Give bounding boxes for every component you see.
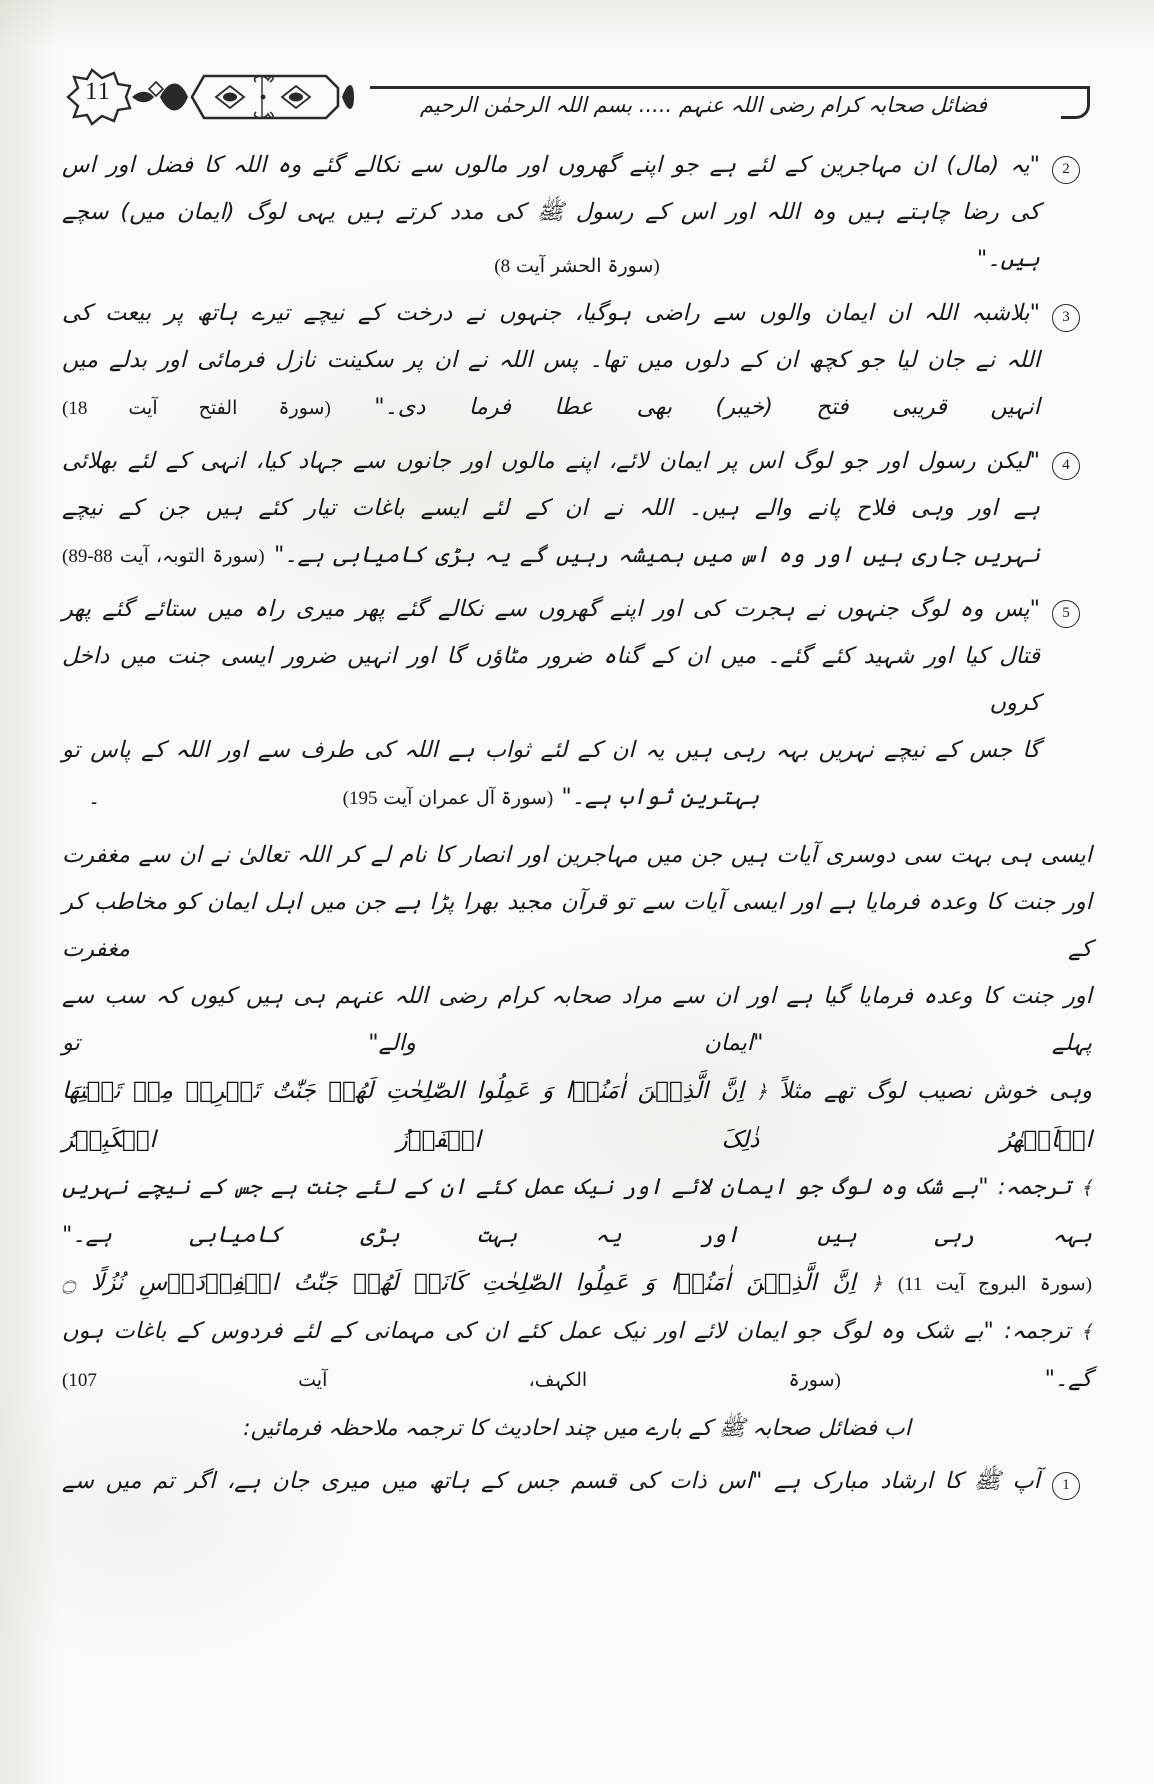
ornament-close-icon: ﴾ [1080, 1177, 1092, 1199]
body-paragraph [62, 832, 1092, 1404]
quran-arabic-text: اِنَّ الَّذِیۡنَ اٰمَنُوۡا وَ عَمِلُوا الصّٰلِحٰتِ کَانَتۡ لَهُمۡ جَنّٰتُ الۡفِرۡدَوۡسِ نُزُلًا ۝ [62, 1270, 856, 1296]
item-citation: (سورۃ التوبہ، آیت 88-89) [62, 546, 265, 567]
paper-edge-shadow-top [0, 0, 1154, 48]
item-last-line [62, 532, 1040, 580]
bullet-dash: ۔ [88, 785, 100, 809]
item-body [62, 438, 1040, 580]
item-line: آپ ﷺ کا ارشاد مبارک ہے "اس ذات کی قسم جس کے ہاتھ میں میری جان ہے، اگر تم میں سے [62, 1468, 1040, 1494]
item-body [62, 586, 1040, 822]
header-rule-tail [1061, 86, 1090, 119]
translation-label: ترجمہ: [1004, 1318, 1071, 1344]
quran-item [62, 290, 1092, 432]
paragraph-line-text: وہی خوش نصیب لوگ تھے مثلاً [779, 1078, 1092, 1104]
paper-edge-shadow-left [0, 0, 60, 1784]
item-line: کی رضا چاہتے ہیں وہ اللہ اور اس کے رسول ﷺ کی مدد کرتے ہیں یہی لوگ (ایمان میں) سچے [62, 199, 1040, 225]
item-last-line [62, 384, 1040, 432]
item-citation: (سورۃ الفتح آیت 18) [62, 398, 331, 419]
quran-citation: (سورۃ الکہف، آیت 107) [62, 1370, 841, 1391]
item-body [62, 290, 1040, 432]
quran-item [62, 438, 1092, 580]
paragraph-line: اور جنت کا وعدہ فرمایا ہے اور ایسی آیات سے تو قرآن مجید بھرا پڑا ہے جن میں اہل ایمان کو مخاطب کر کے مغفرت [62, 889, 1092, 962]
quran-item [62, 586, 1092, 822]
item-number: 3 [1040, 290, 1092, 332]
item-citation: (سورۃ الحشر آیت 8) [494, 256, 660, 277]
item-line-text: انہیں قریبی فتح (خیبر) بھی عطا فرما دی۔" [374, 394, 1040, 420]
item-last-line [62, 774, 1040, 822]
item-line: ہے اور وہی فلاح پانے والے ہیں۔ اللہ نے ان کے لئے ایسے باغات تیار کئے ہیں جن کے نیچے [62, 495, 1040, 521]
header-title: فضائل صحابہ کرام رضی اللہ عنہم ..... بسم اللہ الرحمٰن الرحیم [420, 93, 988, 117]
header-rule [370, 86, 1090, 89]
paragraph-line: اور جنت کا وعدہ فرمایا گیا ہے اور ان سے مراد صحابہ کرام رضی اللہ عنہم ہی ہیں کیوں کہ سب سے پہلے "ایمان والے" تو [62, 983, 1092, 1056]
item-line-text: ہیں۔" [976, 246, 1040, 272]
item-line-text: نہریں جاری ہیں اور وہ اس میں ہمیشہ رہیں گے یہ بڑی کامیابی ہے۔" [274, 542, 1041, 568]
paragraph-quote-line-2 [62, 1164, 1092, 1259]
quran-translation-text: "بے شک وہ لوگ جو ایمان لائے اور نیک عمل کئے ان کی مہمانی کے لئے فردوس کے باغات ہوں گے۔" [62, 1318, 1092, 1392]
paragraph-quote-line-1 [62, 1067, 1092, 1164]
page-header [64, 62, 1090, 134]
translation-label: ترجمہ: [997, 1174, 1072, 1200]
ornament-close-icon: ﴾ [1080, 1321, 1093, 1343]
quran-citation: (سورۃ البروج آیت 11) [897, 1274, 1092, 1295]
paragraph-quote-line-3 [62, 1259, 1092, 1308]
page-content [62, 142, 1092, 1511]
item-number: 5 [1040, 586, 1092, 628]
item-line-text: بہترین ثواب ہے۔" [561, 784, 760, 810]
transition-note: اب فضائل صحابہ ﷺ کے بارے میں چند احادیث کا ترجمہ ملاحظہ فرمائیں: [243, 1416, 911, 1441]
item-number: 2 [1040, 142, 1092, 184]
item-number: 4 [1040, 438, 1092, 480]
page-number: 11 [84, 78, 112, 105]
paragraph-line: ایسی ہی بہت سی دوسری آیات ہیں جن میں مہاجرین اور انصار کا نام لے کر اللہ تعالیٰ نے ان سے مغفرت [62, 842, 1092, 868]
item-line: گا جس کے نیچے نہریں بہہ رہی ہیں یہ ان کے لئے ثواب ہے اللہ کی طرف سے اور اللہ کے پاس تو [62, 737, 1040, 763]
ornament-open-icon: ﴿ [871, 1273, 883, 1295]
item-body [62, 1458, 1040, 1505]
item-line: قتال کیا اور شہید کئے گئے۔ میں ان کے گناہ ضرور مٹاؤں گا اور انہیں ضرور ایسی جنت میں داخل کروں [62, 643, 1040, 716]
item-line: "بلاشبہ اللہ ان ایمان والوں سے راضی ہوگیا، جنہوں نے درخت کے نیچے تیرے ہاتھ پر بیعت کی [62, 300, 1040, 326]
item-line: "پس وہ لوگ جنہوں نے ہجرت کی اور اپنے گھروں سے نکالے گئے پھر میری راہ میں ستائے گئے پھر [62, 596, 1040, 622]
item-line: "لیکن رسول اور جو لوگ اس پر ایمان لائے، اپنے مالوں اور جانوں سے جہاد کیا، انہی کے لئے بھلائی [62, 448, 1040, 474]
item-line: اللہ نے جان لیا جو کچھ ان کے دلوں میں تھا۔ پس اللہ نے ان پر سکینت نازل فرمائی اور بدلے میں [62, 347, 1040, 373]
item-line: "یہ (مال) ان مہاجرین کے لئے ہے جو اپنے گھروں اور مالوں سے نکالے گئے وہ اللہ کا فضل اور اس [62, 152, 1040, 178]
item-citation: (سورۃ آل عمران آیت 195) [342, 788, 554, 809]
paragraph-quote-line-4 [62, 1308, 1092, 1404]
hadith-item [62, 1458, 1092, 1505]
ornament-open-icon: ﴿ [756, 1081, 768, 1103]
quran-translation-text: "بے شک وہ لوگ جو ایمان لائے اور نیک عمل کئے ان کے لئے جنت ہے جس کے نیچے نہریں بہہ رہی ہیں اور یہ بہت بڑی کامیابی ہے۔" [62, 1174, 1092, 1248]
quran-arabic-text: اِنَّ الَّذِیۡنَ اٰمَنُوۡا وَ عَمِلُوا الصّٰلِحٰتِ لَهُمۡ جَنّٰتٌ تَجۡرِیۡ مِنۡ تَحۡتِهَا الۡاَنۡهٰرُ ذٰلِکَ الۡفَوۡزُ الۡکَبِیۡرُ [62, 1078, 1092, 1153]
item-number: 1 [1040, 1458, 1092, 1500]
